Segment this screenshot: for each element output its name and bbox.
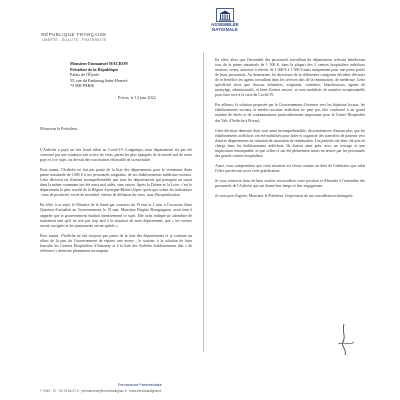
recipient-place: Palais de l'Élysée [70, 72, 100, 78]
paragraph: Pour autant, l'Ardèche ne fait toujours pas partie de la liste des départements et je constate un effort de la part du Gouvernement de réparer une erreur ; le soutien, à la solution de faire basculer les Centres Hospitaliers d'Annonay et à la liste des Ardèche établissements dits « de référence » demeure pleinement incomprise. [40, 233, 192, 253]
left-column [40, 148, 192, 259]
emblem-line2: NATIONALE [212, 27, 238, 32]
assemblee-logo-icon [216, 8, 234, 22]
paragraph: En effet, à ce sujet, le Ministre de la Santé par courriers du 19 mai et 2 juin, à l'occasion d'une Question d'actualité au Gouvernement, le 19 mai. Monsieur Brigitte Bourguignon, avait tenu à rappeler que le gouvernement étudiait attentivement ce sujet. Elle avait indiqué un calendrier de traitement tant qu'il ne soit pas trop tard à la situation de mon département, que « les erreurs seront corrigées et les ajustements seront opérés ». [40, 203, 192, 228]
republic-motto: LIBERTÉ - ÉGALITÉ - FRATERNITÉ [41, 38, 107, 42]
recipient-role: Président de la République [70, 66, 119, 72]
paragraph: Aussi, vous comprendrez que cette situation est vécue comme un déni de l'arbitraire que subit l'effet que devrait avoir cette gratification. [215, 163, 365, 173]
republic-title: RÉPUBLIQUE FRANÇAISE [41, 32, 107, 37]
assemblee-emblem [208, 8, 242, 32]
paragraph: Cette décision demeure donc tout aussi incompréhensible, discriminatoire d'autant plus que les établissements ardéchois ont été mobilisés pour aider et organiser des transferts de patients vers d'autres départements en situation de saturation de réanimation. Les patients ont donc été pris en charge dans les établissements ardéchois. Ils étaient ainsi près, avec un courage et une implication remarquable, et que celles-ci ont été pleinement mises en œuvre par les personnels des grands centres hospitaliers. [215, 128, 365, 158]
letter-date: Privas, le 14 juin 2022 [118, 95, 156, 100]
recipient-address [70, 61, 128, 89]
recipient-street: 55, rue du Faubourg Saint-Honoré [70, 77, 128, 83]
paragraph: Par ailleurs, la solution proposée par le Gouvernement d'orienter vers les hôpitaux locaux, les établissements sociaux et médico-sociaux ardéchois ne peut pas être confronté à un grand nombre de décès et de contaminations particulièrement importante pour le Centre Hospitalier des Vals d'Ardèche à Privas). [215, 103, 365, 123]
salutation: Monsieur le Président, [40, 126, 78, 131]
paragraph: Pour autant, l'Ardèche ne fait pas partie de la liste des départements pour le versement d'une prime maximale de 1500 € à ses personnels soignants, de ses établissements médicaux-sociaux. Cette décision est d'autant incompréhensible que tous les départements qui partagent un statut dans la même commune ont été aussi mal aidés, sans raison. Après la Drôme et la Loire, c'est le département le plus touché de la Région Auvergne-Rhône-Alpes, quels que soient les indicateurs : taux de positivité, excès de mortalité, vitesse de diffusion du virus, taux d'hospitalisation. [40, 168, 192, 198]
paragraph: Je vous remercie donc de bien vouloir reconsidérer votre position et d'étendre à l'ensemble des personnels de l'Ardèche qui ont donné leur temps et leur engagement. [215, 178, 365, 188]
handwritten-signature [330, 322, 360, 363]
right-column [215, 58, 365, 204]
recipient-city: 75 008 PARIS [70, 83, 95, 89]
footer-title: Permanence Parlementaire [118, 383, 162, 387]
emblem-line1: ASSEMBLÉE [211, 22, 239, 27]
republique-header [38, 32, 110, 42]
paragraph: L'Ardèche a payé un très lourd tribut au Covid-19. Longtemps, mon département n'a pas été concerné par une situation très active du virus, parmi les plus épargnés de la moitié sud de notre pays et à ce sujet, on devrait des vaccination effrayable de sa mortalité. [40, 148, 192, 163]
column-divider [203, 52, 204, 352]
paragraph: En effet, alors que l'ensemble des personnels travaillant du département relevant bénéficiant tous de la prime maximale de 1 500 €, dans la plupart des 3 centres hospitaliers ardéchois seraient, certes, autoriser à relever de 1 000 € à 1 500 € mais uniquement pour une petite partie de leurs personnels. Au demeurant, les directeurs de la différentes catégories décident d'écarter de ce bénéfice les agents travaillant dans les services dits de la réanimation, de médecine. Cette spécificité alors que chacun, infirmiers, soignants, cuisiniers, blanchisseurs, agents de nettoyage, administratifs, et bien d'autres encore, se sont mobilisés de manière exceptionnelle pour faire face à la crise du Covid-19. [215, 58, 365, 98]
recipient-name: Monsieur Emmanuel MACRON [70, 61, 129, 66]
footer-contact: 7, RN3 · 07 · 04 75 64 27 4 · permanence@hervesaulignac.fr · www.hervesaulignac.fr [40, 389, 162, 393]
paragraph: Je vous prie d'agréer, Monsieur le Président, l'expression de ma considération distinguée. [215, 194, 354, 199]
